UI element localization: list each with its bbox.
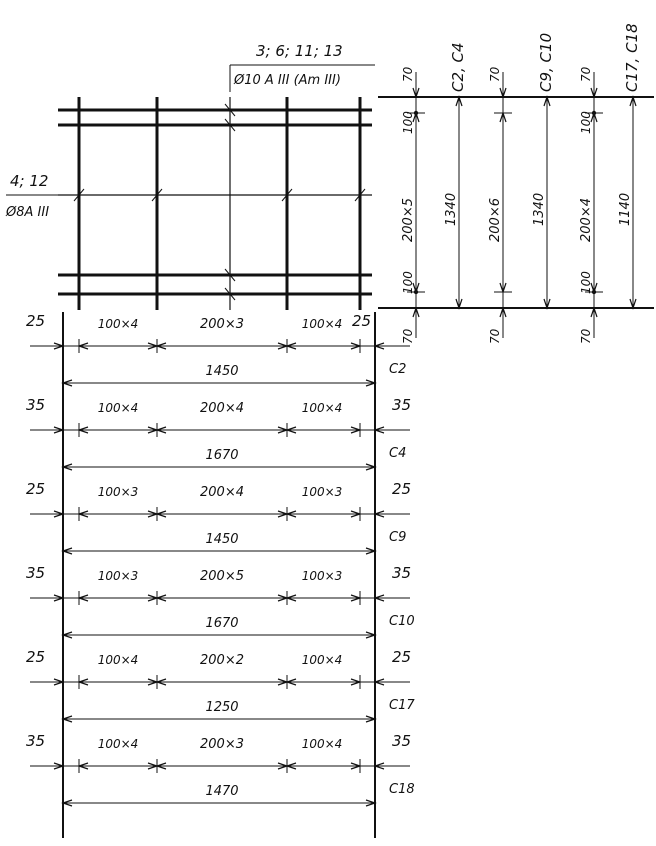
mesh-mark-label: C2 [389,362,407,377]
spacing-1-label: 100×4 [97,653,139,667]
profile-bottom-label: 70 [579,328,593,344]
profile-top-label: 70 [401,66,415,82]
edge-left-label: 35 [26,396,46,414]
top-callout-label: 3; 6; 11; 13 [256,42,343,60]
edge-right-label: 35 [392,396,412,414]
edge-left-label: 25 [26,648,46,666]
profile-edge-bottom-label: 100 [401,271,415,294]
profile-bottom-label: 70 [488,328,502,344]
profile-edge-top-label: 100 [401,111,415,134]
edge-right-label: 25 [392,648,412,666]
profile-header-label: C9, C10 [537,32,555,92]
total-length-label: 1450 [205,532,239,547]
top-rebar-label: Ø10 A III (Am III) [234,73,341,88]
profile-view [378,23,654,344]
total-length-label: 1670 [205,616,239,631]
total-length-label: 1470 [205,784,239,799]
profile-edge-top-label: 100 [579,111,593,134]
mesh-mark-label: C17 [389,698,415,713]
spacing-3-label: 100×3 [301,569,343,583]
edge-left-label: 25 [26,312,46,330]
spacing-3-label: 100×4 [301,401,343,415]
spacing-3-label: 100×4 [301,653,343,667]
spacing-3-label: 100×4 [301,317,343,331]
spacing-3-label: 100×4 [301,737,343,751]
spacing-2-label: 200×4 [200,485,244,500]
profile-mid-label: 200×4 [579,198,594,242]
schedule-row [26,732,415,806]
profile-column [579,23,641,344]
spacing-2-label: 200×5 [200,569,244,584]
profile-top-label: 70 [488,66,502,82]
spacing-2-label: 200×4 [200,401,244,416]
profile-total-label: 1140 [618,192,633,226]
left-rebar-label: Ø8A III [6,205,50,220]
schedule-row [26,480,411,554]
mesh-mark-label: C4 [389,446,407,461]
schedule-row [26,564,415,638]
schedule-row [26,648,415,722]
profile-total-label: 1340 [532,192,547,226]
spacing-1-label: 100×4 [97,317,139,331]
total-length-label: 1250 [205,700,239,715]
profile-bottom-label: 70 [401,328,415,344]
schedule [26,312,415,838]
spacing-1-label: 100×3 [97,485,139,499]
edge-right-label: 25 [352,312,372,330]
profile-mid-label: 200×6 [488,198,503,242]
profile-edge-bottom-label: 100 [579,271,593,294]
total-length-label: 1670 [205,448,239,463]
mesh-mark-label: C18 [389,782,415,797]
spacing-1-label: 100×3 [97,569,139,583]
edge-right-label: 35 [392,732,412,750]
edge-right-label: 25 [392,480,412,498]
profile-top-label: 70 [579,66,593,82]
profile-column [401,42,467,344]
edge-left-label: 35 [26,564,46,582]
profile-header-label: C17, C18 [623,23,641,92]
spacing-1-label: 100×4 [97,401,139,415]
spacing-1-label: 100×4 [97,737,139,751]
left-callout-label: 4; 12 [10,172,49,190]
spacing-2-label: 200×3 [200,317,244,332]
mesh-plan [5,42,375,310]
profile-mid-label: 200×5 [401,198,416,242]
total-length-label: 1450 [205,364,239,379]
profile-column [488,33,555,344]
spacing-3-label: 100×3 [301,485,343,499]
spacing-2-label: 200×2 [200,653,244,668]
edge-right-label: 35 [392,564,412,582]
edge-left-label: 35 [26,732,46,750]
profile-total-label: 1340 [444,192,459,226]
spacing-2-label: 200×3 [200,737,244,752]
edge-left-label: 25 [26,480,46,498]
mesh-mark-label: C10 [389,614,415,629]
profile-header-label: C2, C4 [449,42,467,92]
schedule-row [26,396,411,470]
schedule-row [26,312,410,386]
mesh-mark-label: C9 [389,530,407,545]
